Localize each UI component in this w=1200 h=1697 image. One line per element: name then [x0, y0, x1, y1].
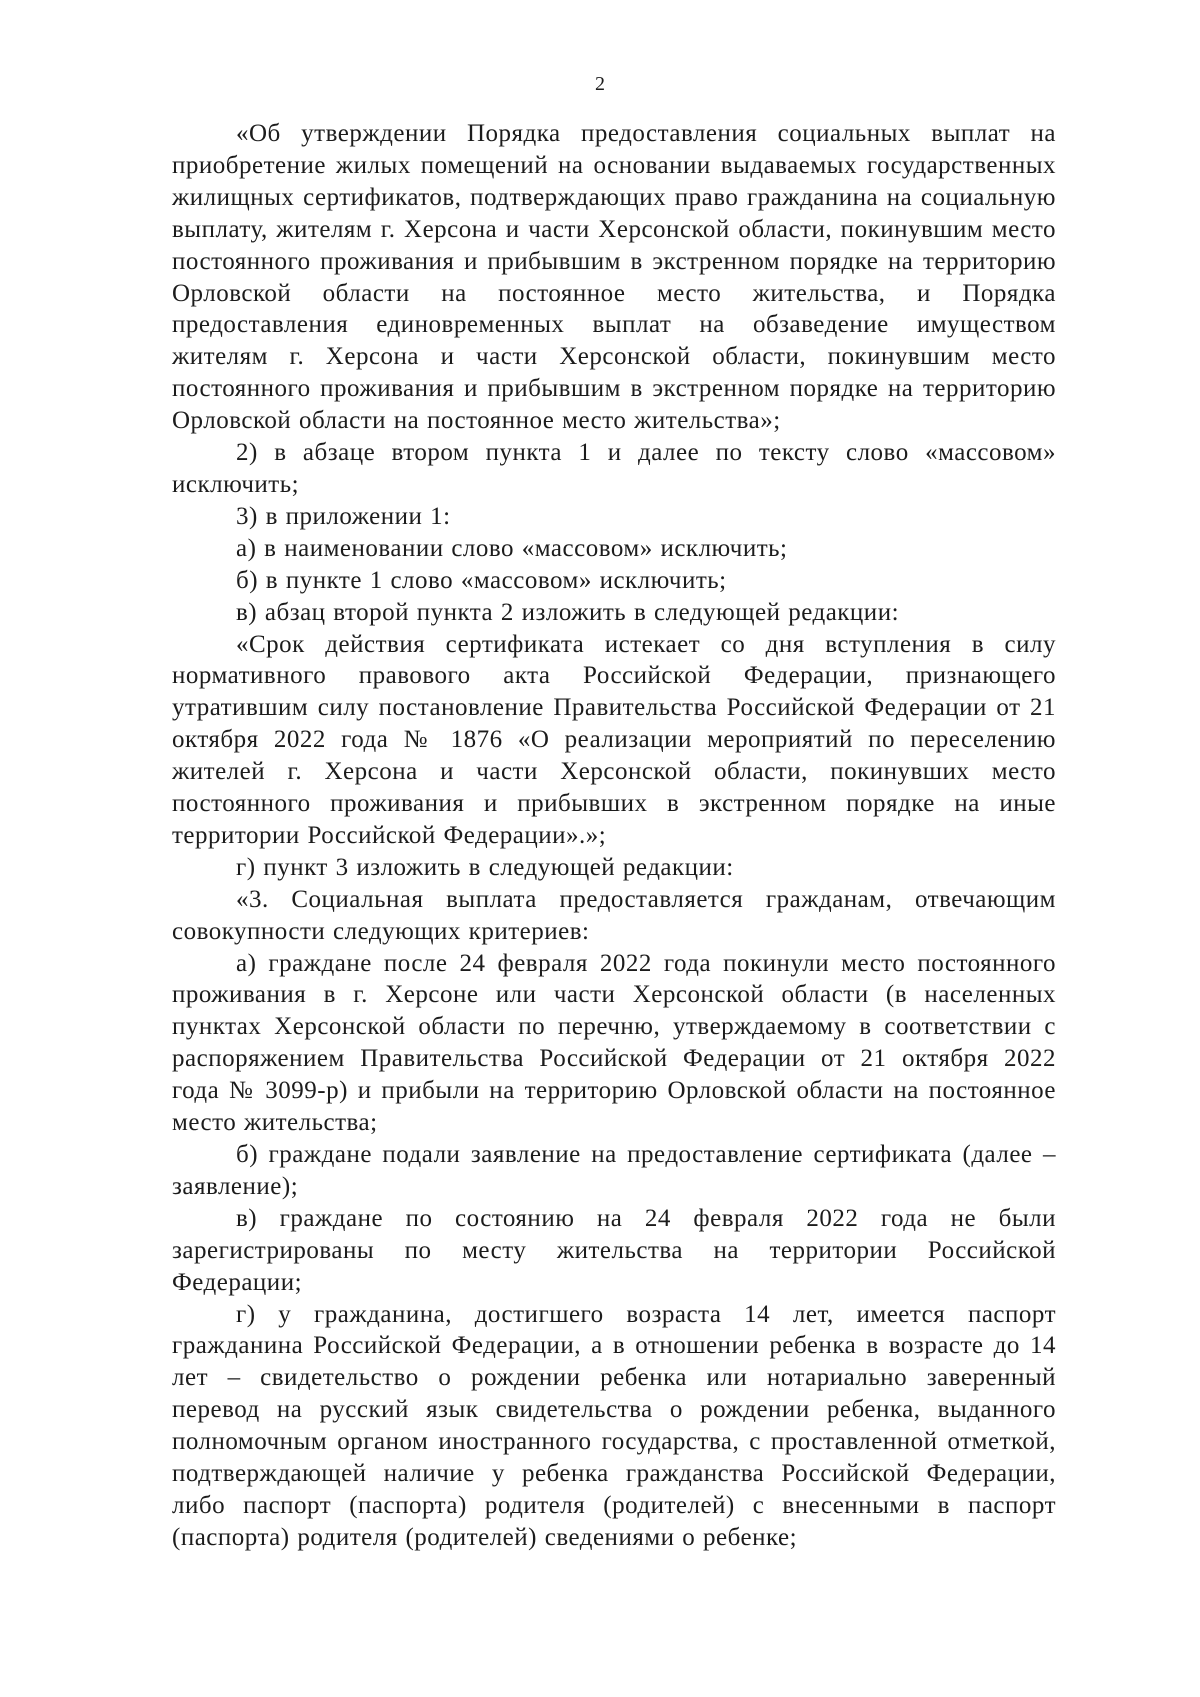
paragraph-criterion-b: б) граждане подали заявление на предоставление сертификата (далее – заявление);: [172, 1141, 1056, 1200]
paragraph-item-3: 3) в приложении 1:: [236, 502, 451, 530]
paragraph-clause-3: «3. Социальная выплата предоставляется гражданам, отвечающим совокупности следующих критериев:: [172, 885, 1056, 945]
paragraph-certificate-term: «Срок действия сертификата истекает со дня вступления в силу нормативного правового акта Российской Федерации, признающего утратившим силу постановление Правительства Российской Федерации от 21 октября 2022 года № 1876 «О реализации мероприятий по переселению жителей г. Херсона и части Херсонской области, покинувших место постоянного проживания и прибывших в экстренном порядке на иные территории Российской Федерации».»;: [172, 630, 1056, 849]
paragraph-criterion-a: а) граждане после 24 февраля 2022 года покинули место постоянного проживания в г. Херсоне или части Херсонской области (в населенных пунктах Херсонской области по перечню, утверждаемому в соответствии с распоряжением Правительства Российской Федерации от 21 октября 2022 года № 3099-р) и прибыли на территорию Орловской области на постоянное место жительства;: [172, 949, 1056, 1137]
paragraph-criterion-v: в) граждане по состоянию на 24 февраля 2022 года не были зарегистрированы по месту жительства на территории Российской Федерации;: [172, 1204, 1056, 1296]
paragraph-subitem-g: г) пункт 3 изложить в следующей редакции:: [236, 853, 734, 881]
paragraph-subitem-v: в) абзац второй пункта 2 изложить в следующей редакции:: [236, 598, 900, 626]
paragraph-title-quote: «Об утверждении Порядка предоставления социальных выплат на приобретение жилых помещений на основании выдаваемых государственных жилищных сертификатов, подтверждающих право гражданина на социальную выплату, жителям г. Херсона и части Херсонской области, покинувшим место постоянного проживания и прибывшим в экстренном порядке на территорию Орловской области на постоянное место жительства, и Порядка предоставления единовременных выплат на обзаведение имуществом жителям г. Херсона и части Херсонской области, покинувшим место постоянного проживания и прибывшим в экстренном порядке на территорию Орловской области на постоянное место жительства»;: [172, 120, 1056, 435]
paragraph-item-2: 2) в абзаце втором пункта 1 и далее по тексту слово «массовом» исключить;: [172, 439, 1056, 498]
document-body: [172, 118, 1056, 1554]
paragraph-subitem-a: а) в наименовании слово «массовом» исключить;: [236, 534, 788, 562]
paragraph-subitem-b: б) в пункте 1 слово «массовом» исключить;: [236, 566, 727, 594]
paragraph-criterion-g: г) у гражданина, достигшего возраста 14 лет, имеется паспорт гражданина Российской Федерации, а в отношении ребенка в возрасте до 14 лет – свидетельство о рождении ребенка или нотариально заверенный перевод на русский язык свидетельства о рождении ребенка, выданного полномочным органом иностранного государства, с проставленной отметкой, подтверждающей наличие у ребенка гражданства Российской Федерации, либо паспорт (паспорта) родителя (родителей) с внесенными в паспорт (паспорта) родителя (родителей) сведениями о ребенке;: [172, 1300, 1056, 1551]
page-number: 2: [595, 73, 605, 95]
